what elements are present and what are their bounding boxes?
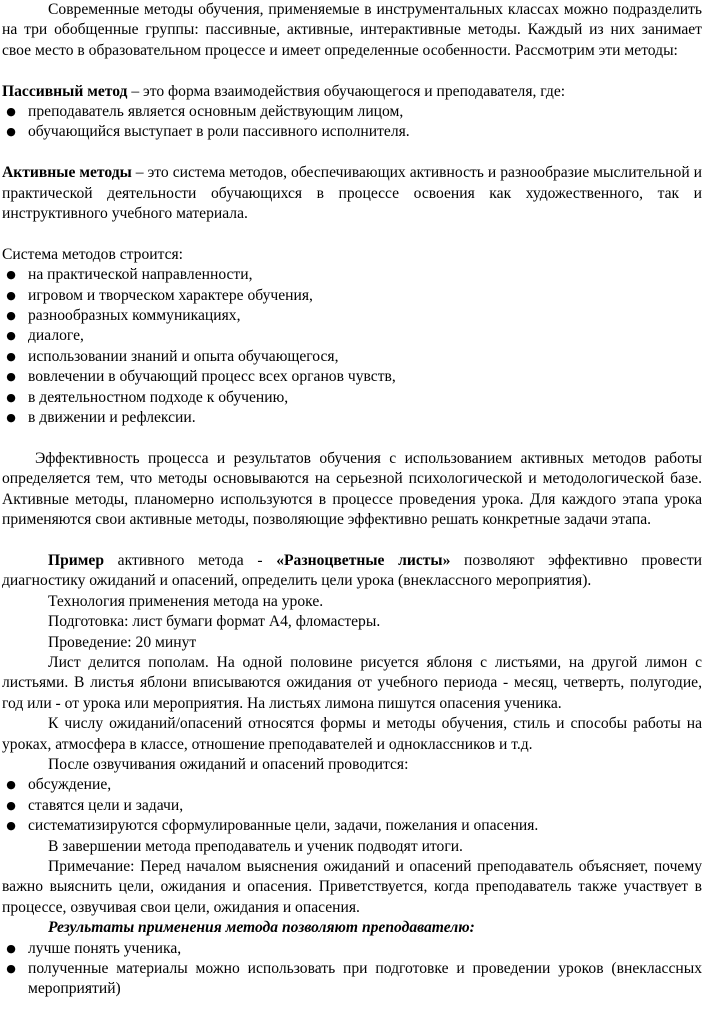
forms-paragraph: К числу ожиданий/опасений относятся формы и методы обучения, стиль и способы работы на уроках, атмосфера в классе, отношение преподавателей и одноклассников и т.д. [2,715,702,753]
conclusion-line: В завершении метода преподаватель и ученик подводят итоги. [48,837,463,855]
list-item: ● в движении и рефлексии. [2,408,702,428]
bullet-icon: ● [6,941,16,955]
list-item: ● вовлечении в обучающий процесс всех органов чувств, [2,367,702,387]
list-item: ● разнообразных коммуникациях, [2,306,702,326]
list-item: ● полученные материалы можно использовать при подготовке и проведении уроков (внеклассных мероприятий) [6,960,702,998]
spacer [2,531,702,551]
note-paragraph: Примечание: Перед началом выяснения ожиданий и опасений преподаватель объясняет, почему важно выяснить цели, ожидания и опасения. Приветствуется, когда преподаватель также участвует в процессе, озвучивая свои цели, ожидания и опасения. [2,857,702,916]
passive-method-text: – это форма взаимодействия обучающегося и преподавателя, где: [127,82,566,100]
bullet-icon: ● [6,370,16,384]
active-methods-text: – это система методов, обеспечивающих активность и разнообразие мыслительной и практической деятельности обучающихся в процессе освоения как художественного, так и инструктивного учебного материала. [2,164,703,223]
spacer [2,143,702,163]
active-methods-term: Активные методы [2,164,132,182]
bullet-icon: ● [6,309,16,323]
bullet-icon: ● [6,125,16,139]
bullet-icon: ● [6,962,16,976]
bullet-icon: ● [6,390,16,404]
after-list [2,775,702,836]
preparation-line: Подготовка: лист бумаги формат А4, фломастеры. [48,613,381,631]
passive-method-paragraph [2,82,702,102]
list-item: ● использовании знаний и опыта обучающегося, [2,347,702,367]
bullet-icon: ● [6,778,16,792]
technology-line: Технология применения метода на уроке. [48,592,324,610]
example-paragraph: Пример активного метода - «Разноцветные листы» позволяют эффективно провести диагностику ожиданий и опасений, определить цели урока (внеклассного мероприятия). [2,551,702,590]
efficiency-paragraph: Эффективность процесса и результатов обучения с использованием активных методов работы определяется тем, что методы основываются на серьезной психологической и методологической базе. Активные методы, планомерно используются в процессе проведения урока. Для каждого этапа урока применяются свои активные методы, позволяющие эффективно решать конкретные задачи этапа. [2,449,702,529]
spacer [2,61,702,81]
bullet-icon: ● [6,268,16,282]
bullet-icon: ● [6,329,16,343]
list-item: ● диалоге, [2,326,702,346]
active-methods-paragraph [2,163,702,224]
spacer [2,428,702,448]
list-item: ● обсуждение, [2,775,702,795]
list-item: ● систематизируются сформулированные цели, задачи, пожелания и опасения. [2,816,702,836]
list-item: ● на практической направленности, [2,265,702,285]
after-lead: После озвучивания ожиданий и опасений проводится: [48,755,409,773]
passive-method-term: Пассивный метод [2,82,128,100]
method-description: Лист делится пополам. На одной половине рисуется яблоня с листьями, на другой лимон с листьями. В листья яблони вписываются ожидания от учебного периода - месяц, четверть, полугодие, год или - от урока или мероприятия. На листьях лимона пишутся опасения ученика. [2,653,702,712]
bullet-icon: ● [6,798,16,812]
passive-method-list [2,102,702,143]
example-method-name: «Разноцветные листы» [276,551,451,569]
system-lead: Система методов строится: [2,245,184,263]
bullet-icon: ● [6,105,16,119]
list-item: ● игровом и творческом характере обучения, [2,286,702,306]
results-heading: Результаты применения метода позволяют преподавателю: [48,919,475,937]
list-item: ● обучающийся выступает в роли пассивного исполнителя. [2,122,702,142]
intro-paragraph: Современные методы обучения, применяемые в инструментальных классах можно подразделить на три обобщенные группы: пассивные, активные, интерактивные методы. Каждый из них занимает свое место в образовательном процессе и имеет определенные особенности. Рассмотрим эти методы: [2,1,702,59]
bullet-icon: ● [6,349,16,363]
list-item: ● лучше понять ученика, [2,939,702,959]
bullet-icon: ● [6,411,16,425]
duration-line: Проведение: 20 минут [48,633,197,651]
results-list [2,939,702,1000]
list-item: ● в деятельностном подходе к обучению, [2,388,702,408]
list-item: ● преподаватель является основным действующим лицом, [2,102,702,122]
bullet-icon: ● [6,288,16,302]
list-item: ● ставятся цели и задачи, [2,796,702,816]
bullet-icon: ● [6,819,16,833]
spacer [2,224,702,244]
example-label: Пример [48,551,105,569]
system-list [2,265,702,428]
